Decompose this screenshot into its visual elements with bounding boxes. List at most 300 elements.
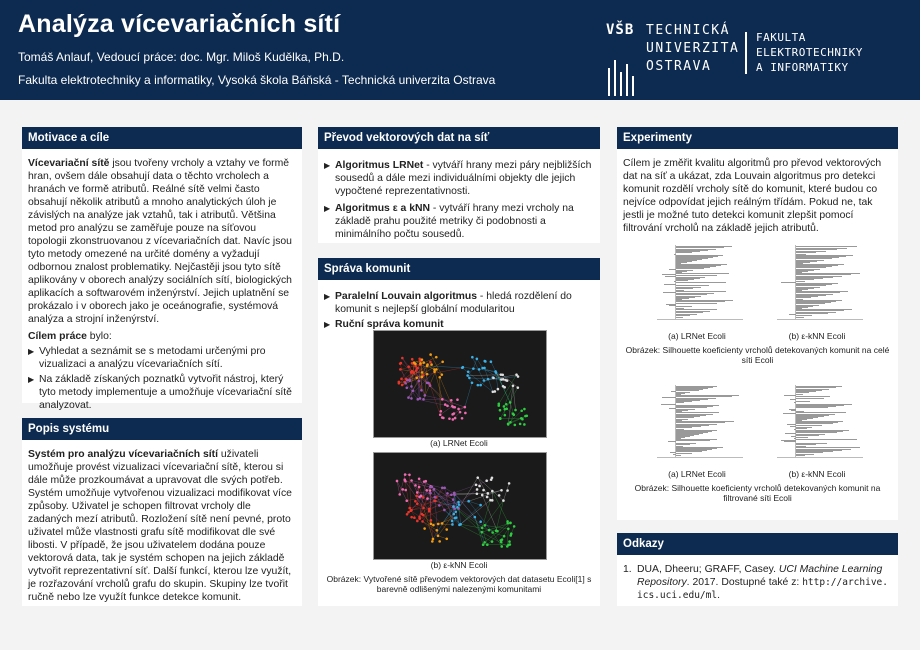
graph-node (406, 379, 409, 382)
graph-node (506, 489, 509, 492)
graph-node (446, 405, 449, 408)
graph-node (421, 358, 424, 361)
sprava-list (324, 290, 594, 331)
graph-node (418, 516, 421, 519)
silhouette-bar (796, 439, 857, 440)
graph-node (441, 360, 444, 363)
graph-node (414, 365, 417, 368)
network-figure-caption: Obrázek: Vytvořené sítě převodem vektorových dat datasetu Ecoli[1] s barevně odlišenými nalezenými komunitami (326, 574, 592, 594)
silhouette-bar (662, 274, 676, 275)
chart-axis (777, 319, 863, 320)
silhouette-bar (662, 397, 676, 398)
graph-node (416, 491, 419, 494)
graph-node (442, 417, 445, 420)
graph-node (451, 520, 454, 523)
graph-node (421, 371, 424, 374)
list-item: ▶ Paralelní Louvain algoritmus - hledá rozdělení do komunit s nejlepší globální modularitou (324, 291, 572, 315)
graph-node (443, 509, 446, 512)
graph-node (467, 370, 470, 373)
reference-link-cont[interactable]: ics.uci.edu/ml (637, 590, 718, 601)
graph-node (415, 369, 418, 372)
graph-node (418, 477, 421, 480)
graph-node (426, 497, 429, 500)
list-item: ▶ Algoritmus ε a kNN - vytváří hrany mezi vrcholy na základě prahu použité metriky či podobnosti a minimálního počtu sousedů. (324, 203, 574, 240)
chart-axis (777, 457, 863, 458)
graph-node (504, 414, 507, 417)
graph-node (457, 408, 460, 411)
silhouette-bar (676, 402, 684, 403)
silhouette-bar (796, 317, 804, 318)
graph-node (474, 516, 477, 519)
logo-divider (745, 32, 747, 74)
silhouette-bar (676, 317, 683, 318)
graph-node (487, 492, 490, 495)
silhouette-bar (676, 252, 692, 253)
silhouette-bar (664, 284, 676, 285)
graph-node (457, 501, 460, 504)
graph-node (484, 360, 487, 363)
graph-node (503, 386, 506, 389)
graph-node (438, 504, 441, 507)
graph-node (414, 500, 417, 503)
silhouette-bar (676, 396, 732, 397)
popis-panel (22, 418, 302, 606)
graph-node (425, 489, 428, 492)
silhouette-bar (676, 455, 681, 456)
graph-node (461, 417, 464, 420)
graph-node (429, 492, 432, 495)
logo-university-text: TECHNICKÁ UNIVERZITA OSTRAVA (646, 23, 740, 74)
graph-node (517, 386, 520, 389)
graph-node (523, 423, 526, 426)
graph-node (501, 373, 504, 376)
graph-node (520, 409, 523, 412)
poster-header (0, 0, 920, 100)
graph-node (486, 496, 489, 499)
poster-authors: Tomáš Anlauf, Vedoucí práce: doc. Mgr. Miloš Kudělka, Ph.D. (18, 50, 345, 64)
graph-node (491, 540, 494, 543)
graph-node (433, 496, 436, 499)
silhouette-chart-1b (767, 237, 867, 327)
graph-node (415, 376, 418, 379)
graph-node (415, 495, 418, 498)
graph-node (509, 534, 512, 537)
graph-node (441, 398, 444, 401)
graph-node (445, 528, 448, 531)
graph-node (401, 488, 404, 491)
graph-node (416, 520, 419, 523)
silhouette-bar (787, 424, 796, 425)
graph-node (481, 367, 484, 370)
graph-node (398, 382, 401, 385)
graph-node (398, 493, 401, 496)
graph-node (508, 540, 511, 543)
graph-node (506, 522, 509, 525)
silhouette-bar (796, 401, 810, 402)
graph-node (514, 409, 517, 412)
graph-node (404, 473, 407, 476)
graph-node (461, 367, 464, 370)
graph-node (507, 544, 510, 547)
arrow-icon: ▶ (28, 375, 35, 384)
graph-node (494, 370, 497, 373)
graph-node (471, 356, 474, 359)
graph-node (483, 541, 486, 544)
graph-node (475, 483, 478, 486)
logo-faculty-text: FAKULTA ELEKTROTECHNIKY A INFORMATIKY (756, 31, 863, 74)
silhouette-bar (796, 313, 828, 314)
graph-node (482, 489, 485, 492)
graph-node (456, 506, 459, 509)
graph-node (467, 500, 470, 503)
graph-node (413, 516, 416, 519)
graph-node (430, 523, 433, 526)
graph-node (429, 361, 432, 364)
motivace-heading: Motivace a cíle (22, 127, 302, 149)
graph-node (431, 540, 434, 543)
graph-node (471, 381, 474, 384)
popis-heading: Popis systému (22, 418, 302, 440)
graph-node (423, 527, 426, 530)
silhouette-bar (796, 407, 828, 408)
logo-bars-icon (606, 42, 638, 96)
sprava-panel (318, 258, 600, 606)
silhouette-bar (796, 423, 833, 424)
graph-node (476, 357, 479, 360)
graph-node (525, 414, 528, 417)
graph-node (494, 390, 497, 393)
reference-link[interactable]: http://archive. (802, 577, 888, 588)
graph-node (410, 371, 413, 374)
graph-node (421, 520, 424, 523)
graph-node (505, 403, 508, 406)
silhouette-bar (784, 441, 796, 442)
graph-node (434, 500, 437, 503)
graph-node (498, 494, 501, 497)
graph-node (497, 403, 500, 406)
graph-node (416, 502, 419, 505)
graph-node (519, 423, 522, 426)
silhouette-chart-2b (767, 377, 867, 465)
graph-node (508, 482, 511, 485)
graph-node (502, 499, 505, 502)
silhouette-bar (781, 282, 796, 283)
odkazy-heading: Odkazy (617, 533, 898, 555)
graph-node (452, 505, 455, 508)
graph-node (421, 376, 424, 379)
silhouette-bar (676, 440, 710, 441)
graph-node (400, 378, 403, 381)
graph-node (507, 423, 510, 426)
silhouette-bar (669, 305, 676, 306)
graph-node (521, 418, 524, 421)
graph-node (416, 367, 419, 370)
graph-node (512, 412, 515, 415)
graph-node (413, 361, 416, 364)
silhouette-bar (661, 404, 676, 405)
graph-node (429, 384, 432, 387)
graph-node (490, 360, 493, 363)
graph-node (499, 409, 502, 412)
graph-node (451, 405, 454, 408)
graph-node (512, 385, 515, 388)
graph-node (410, 385, 413, 388)
graph-node (485, 479, 488, 482)
graph-node (497, 388, 500, 391)
graph-node (500, 541, 503, 544)
graph-node (455, 516, 458, 519)
figure-caption-1a: (a) LRNet Ecoli (668, 331, 726, 341)
sprava-heading: Správa komunit (318, 258, 600, 280)
graph-node (407, 396, 410, 399)
graph-node (472, 367, 475, 370)
graph-node (452, 498, 455, 501)
graph-node (491, 490, 494, 493)
graph-node (429, 353, 432, 356)
graph-node (407, 511, 410, 514)
graph-node (482, 543, 485, 546)
graph-node (464, 406, 467, 409)
graph-node (509, 401, 512, 404)
graph-node (484, 524, 487, 527)
graph-node (479, 504, 482, 507)
graph-node (418, 380, 421, 383)
prevod-heading: Převod vektorových dat na síť (318, 127, 600, 149)
graph-node (430, 363, 433, 366)
graph-node (446, 492, 449, 495)
graph-node (404, 489, 407, 492)
graph-node (422, 398, 425, 401)
graph-node (476, 488, 479, 491)
silhouette-bar (676, 282, 726, 283)
graph-node (422, 514, 425, 517)
graph-node (476, 492, 479, 495)
experimenty-heading: Experimenty (617, 127, 898, 149)
arrow-icon: ▶ (324, 161, 331, 170)
graph-node (410, 397, 413, 400)
graph-node (477, 384, 480, 387)
graph-node (506, 379, 509, 382)
graph-node (430, 519, 433, 522)
graph-node (440, 410, 443, 413)
graph-node (416, 398, 419, 401)
graph-node (466, 374, 469, 377)
silhouette-bar (669, 408, 676, 409)
graph-node (438, 376, 441, 379)
silhouette-bar (676, 451, 702, 452)
silhouette-bar (676, 280, 688, 281)
silhouette-chart-1a (647, 237, 747, 327)
graph-node (401, 384, 404, 387)
graph-node (423, 394, 426, 397)
graph-node (487, 378, 490, 381)
motivace-panel (22, 127, 302, 411)
graph-node (422, 361, 425, 364)
goal-label: Cílem práce bylo: (28, 331, 112, 342)
graph-node (408, 379, 411, 382)
graph-node (455, 510, 458, 513)
silhouette-bar (668, 441, 676, 442)
graph-node (505, 407, 508, 410)
graph-node (432, 524, 435, 527)
graph-node (478, 485, 481, 488)
graph-node (453, 412, 456, 415)
figure-caption-b: (b) ε-kNN Ecoli (430, 560, 488, 570)
graph-node (396, 480, 399, 483)
graph-node (452, 513, 455, 516)
graph-node (407, 365, 410, 368)
arrow-icon: ▶ (28, 347, 35, 356)
figure-caption-2a: (a) LRNet Ecoli (668, 469, 726, 479)
graph-node (441, 373, 444, 376)
graph-node (523, 408, 526, 411)
silhouette-bar (784, 395, 796, 396)
graph-node (399, 368, 402, 371)
graph-node (509, 522, 512, 525)
graph-node (419, 362, 422, 365)
graph-node (433, 488, 436, 491)
graph-node (404, 382, 407, 385)
graph-node (410, 509, 413, 512)
graph-node (419, 397, 422, 400)
graph-node (420, 495, 423, 498)
graph-node (459, 523, 462, 526)
graph-node (408, 473, 411, 476)
graph-node (414, 484, 417, 487)
graph-node (426, 382, 429, 385)
silhouette-bar (676, 390, 699, 391)
graph-node (400, 362, 403, 365)
graph-node (433, 370, 436, 373)
graph-node (513, 525, 516, 528)
graph-node (439, 413, 442, 416)
graph-node (406, 513, 409, 516)
graph-node (428, 508, 431, 511)
silhouette-figure-caption-1: Obrázek: Silhouette koeficienty vrcholů detekovaných komunit na celé síti Ecoli (625, 345, 890, 365)
silhouette-figure-caption-2: Obrázek: Silhouette koeficienty vrcholů detekovaných komunit na filtrované síti Ecoli (634, 483, 881, 503)
graph-node (410, 516, 413, 519)
graph-node (418, 486, 421, 489)
graph-node (450, 493, 453, 496)
prevod-panel (318, 127, 600, 243)
graph-node (478, 368, 481, 371)
graph-node (445, 537, 448, 540)
network-graph-eknn (373, 452, 547, 560)
graph-node (486, 543, 489, 546)
silhouette-bar (796, 435, 819, 436)
silhouette-bar (796, 455, 805, 456)
graph-node (443, 487, 446, 490)
arrow-icon: ▶ (324, 292, 331, 301)
graph-node (411, 358, 414, 361)
silhouette-bar (796, 394, 803, 395)
graph-node (500, 489, 503, 492)
graph-node (483, 379, 486, 382)
silhouette-bar (665, 276, 676, 277)
chart-axis (657, 319, 743, 320)
figure-caption-a: (a) LRNet Ecoli (430, 438, 488, 448)
graph-node (429, 486, 432, 489)
graph-node (500, 545, 503, 548)
odkazy-panel (617, 533, 898, 606)
graph-node (441, 487, 444, 490)
silhouette-bar (796, 281, 805, 282)
graph-node (428, 510, 431, 513)
graph-node (435, 368, 438, 371)
silhouette-bar (796, 437, 808, 438)
graph-node (418, 358, 421, 361)
list-item: ▶ Algoritmus LRNet - vytváří hrany mezi páry nejbližších sousedů a dále mezi individuálními objekty dle jejich vypočtené reprezentativnosti. (324, 160, 592, 197)
graph-node (437, 535, 440, 538)
graph-node (412, 389, 415, 392)
graph-node (432, 538, 435, 541)
graph-node (444, 403, 447, 406)
graph-node (426, 363, 429, 366)
graph-node (515, 373, 518, 376)
graph-node (420, 389, 423, 392)
silhouette-bar (783, 413, 796, 414)
silhouette-bar (789, 314, 796, 315)
chart-axis (657, 457, 743, 458)
graph-node (408, 507, 411, 510)
figure-caption-1b: (b) ε-kNN Ecoli (788, 331, 846, 341)
silhouette-bar (796, 432, 837, 433)
graph-node (404, 480, 407, 483)
prevod-list (324, 159, 594, 241)
silhouette-bar (676, 453, 692, 454)
poster-affiliation: Fakulta elektrotechniky a informatiky, Vysoká škola Báňská - Technická univerzita Ostrava (18, 73, 496, 87)
graph-node (435, 356, 438, 359)
silhouette-chart-2a (647, 377, 747, 465)
graph-node (441, 522, 444, 525)
graph-node (507, 527, 510, 530)
graph-node (481, 526, 484, 529)
silhouette-bar (663, 292, 676, 293)
graph-node (514, 424, 517, 427)
graph-node (453, 491, 456, 494)
list-item: ▶ Na základě získaných poznatků vytvořit nástroj, který tyto metody implementuje a umožňuje vícevariační sítě analyzovat. (28, 374, 292, 411)
silhouette-bar (796, 428, 807, 429)
graph-node (481, 494, 484, 497)
graph-node (491, 531, 494, 534)
arrow-icon: ▶ (324, 320, 331, 329)
graph-node (405, 499, 408, 502)
graph-node (503, 535, 506, 538)
graph-node (458, 503, 461, 506)
arrow-icon: ▶ (324, 204, 331, 213)
silhouette-bar (676, 273, 729, 274)
graph-node (451, 523, 454, 526)
graph-node (453, 406, 456, 409)
reference-item: 1. DUA, Dheeru; GRAFF, Casey. UCI Machine Learning Repository. 2017. Dostupné také z: http://archive. ics.uci.edu/ml. (623, 564, 888, 601)
graph-node (488, 529, 491, 532)
experimenty-paragraph: Cílem je změřit kvalitu algoritmů pro převod vektorových dat na síť a ukázat, zda Louvain algoritmus pro detekci komunit rozdělí vrcholy sítě do komunit, které budou co nejvíce odpovídat jejich reálným třídám. Pokud ne, tak jestli je možné tuto detekci komunit zlepšit pomocí filtrování vrcholů na základě jejich atributů. (623, 158, 882, 234)
silhouette-bar (676, 275, 717, 276)
logo-vsb-text: VŠB (606, 22, 635, 38)
graph-node (454, 417, 457, 420)
motivace-paragraph: Vícevariační sítě jsou tvořeny vrcholy a vztahy ve formě hran, ovšem dále obsahují data o těchto vrcholech a hranách ve formě atributů. Reálné sítě velmi často obsahují několik atributů a mnoho analytických úloh je závislých na analýze jak vztahů, tak i atributů. Většina metod pro analýzu se zaměřuje pouze na síťovou topologii zkonstruovanou z vícevariačních dat. Navíc jsou tyto metody omezené na určité domény a vyžadují odbornou znalost problematiky. Nejčastěji jsou tyto sítě aplikovány v oborech analýzy sociálních sítí, biologických aplikacích a softwarovém inženýrství. Jejich uplatnění se prokázalo i v oborech jako je oceánografie, systémová analýza a strojní inženýrství. (28, 158, 292, 325)
goal-list (28, 345, 296, 412)
graph-node (464, 412, 467, 415)
graph-node (436, 529, 439, 532)
graph-node (500, 378, 503, 381)
silhouette-bar (676, 268, 704, 269)
graph-node (468, 377, 471, 380)
silhouette-bar (796, 425, 822, 426)
figure-caption-2b: (b) ε-kNN Ecoli (788, 469, 846, 479)
graph-node (422, 507, 425, 510)
graph-node (459, 411, 462, 414)
